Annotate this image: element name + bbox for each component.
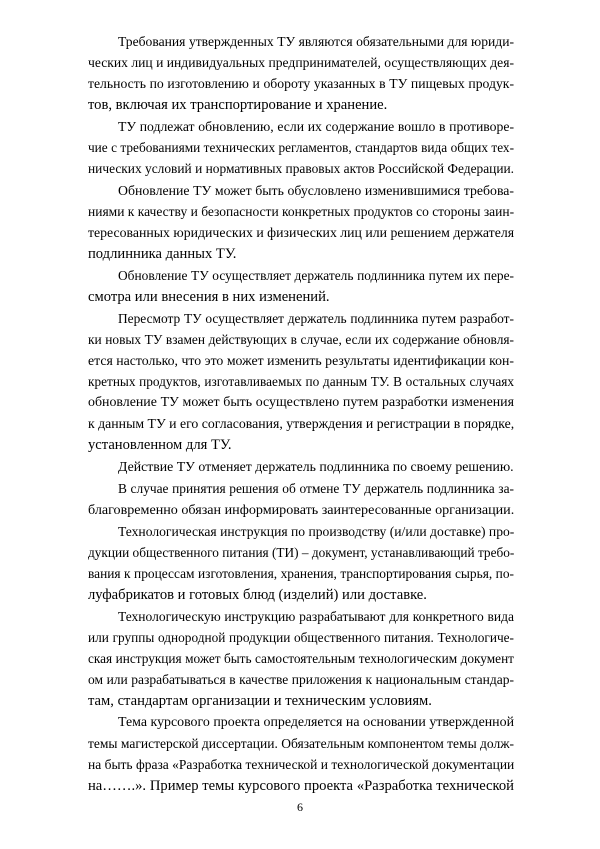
paragraph-5-line-2: ки новых ТУ взамен действующих в случае, если их содержание обновля- xyxy=(88,332,514,347)
paragraph-1-line-1: Требования утвержденных ТУ являются обязательными для юриди- xyxy=(118,34,514,49)
paragraph-8-line-4: луфабрикатов и готовых блюд (изделий) или доставке. xyxy=(88,587,427,603)
paragraph-2-line-1: ТУ подлежат обновлению, если их содержание вошло в противоре- xyxy=(118,119,514,134)
paragraph-5-line-6: к данным ТУ и его согласования, утверждения и регистрации в порядке, xyxy=(88,416,515,431)
paragraph-1-line-4: тов, включая их транспортирование и хранение. xyxy=(88,97,388,113)
paragraph-4-line-1: Обновление ТУ осуществляет держатель подлинника путем их пере- xyxy=(118,268,514,283)
paragraph-9-line-5: там, стандартам организации и техническим условиям. xyxy=(88,693,432,709)
paragraph-10-line-3: на быть фраза «Разработка технической и технологической документации xyxy=(88,757,515,772)
paragraph-2-line-2: чие с требованиями технических регламентов, стандартов вида общих тех- xyxy=(88,140,514,155)
paragraph-9-line-1: Технологическую инструкцию разрабатывают для конкретного вида xyxy=(118,609,514,624)
paragraph-3-line-3: тересованных юридических и физических лиц или решением держателя xyxy=(88,225,515,240)
paragraph-5-line-7: установленном для ТУ. xyxy=(88,437,232,453)
paragraph-8-line-1: Технологическая инструкция по производству (и/или доставке) про- xyxy=(118,524,515,539)
paragraph-9-line-4: ом или разрабатываться в качестве приложения к национальным стандар- xyxy=(88,672,514,687)
paragraph-3-line-2: ниями к качеству и безопасности конкретных продуктов со стороны заин- xyxy=(88,204,515,219)
paragraph-7-line-2: благовременно обязан информировать заинтересованные организации. xyxy=(88,502,515,518)
page-number: 6 xyxy=(297,800,303,814)
paragraph-9-line-3: ская инструкция может быть самостоятельным технологическим документ xyxy=(88,651,514,666)
paragraph-2-line-3: нических условий и нормативных правовых актов Российской Федерации. xyxy=(88,161,514,176)
paragraph-5-line-3: ется настолько, что это может изменить результаты идентификации кон- xyxy=(88,353,514,368)
paragraph-5-line-5: обновление ТУ может быть осуществлено путем разработки изменения xyxy=(88,395,514,410)
paragraph-5-line-4: кретных продуктов, изготавливаемых по данным ТУ. В остальных случаях xyxy=(88,374,514,389)
paragraph-8-line-3: вания к процессам изготовления, хранения, транспортирования сырья, по- xyxy=(88,566,514,581)
paragraph-3-line-4: подлинника данных ТУ. xyxy=(88,246,237,262)
paragraph-4-line-2: смотра или внесения в них изменений. xyxy=(88,289,330,305)
paragraph-8-line-2: дукции общественного питания (ТИ) – документ, устанавливающий требо- xyxy=(88,545,515,560)
paragraph-1-line-2: ческих лиц и индивидуальных предпринимателей, осуществляющих дея- xyxy=(88,55,514,70)
paragraph-1-line-3: тельность по изготовлению и обороту указанных в ТУ пищевых продук- xyxy=(88,76,514,91)
paragraph-6-line-1: Действие ТУ отменяет держатель подлинника по своему решению. xyxy=(118,459,514,474)
paragraph-10-line-4: на…….». Пример темы курсового проекта «Разработка технической xyxy=(88,778,514,794)
paragraph-10-line-1: Тема курсового проекта определяется на основании утвержденной xyxy=(118,715,514,730)
paragraph-9-line-2: или группы однородной продукции общественного питания. Технологиче- xyxy=(88,630,514,645)
paragraph-5-line-1: Пересмотр ТУ осуществляет держатель подлинника путем разработ- xyxy=(118,311,514,326)
paragraph-10-line-2: темы магистерской диссертации. Обязательным компонентом темы долж- xyxy=(88,736,515,751)
paragraph-3-line-1: Обновление ТУ может быть обусловлено изменившимися требова- xyxy=(118,183,514,198)
paragraph-7-line-1: В случае принятия решения об отмене ТУ держатель подлинника за- xyxy=(118,481,514,496)
